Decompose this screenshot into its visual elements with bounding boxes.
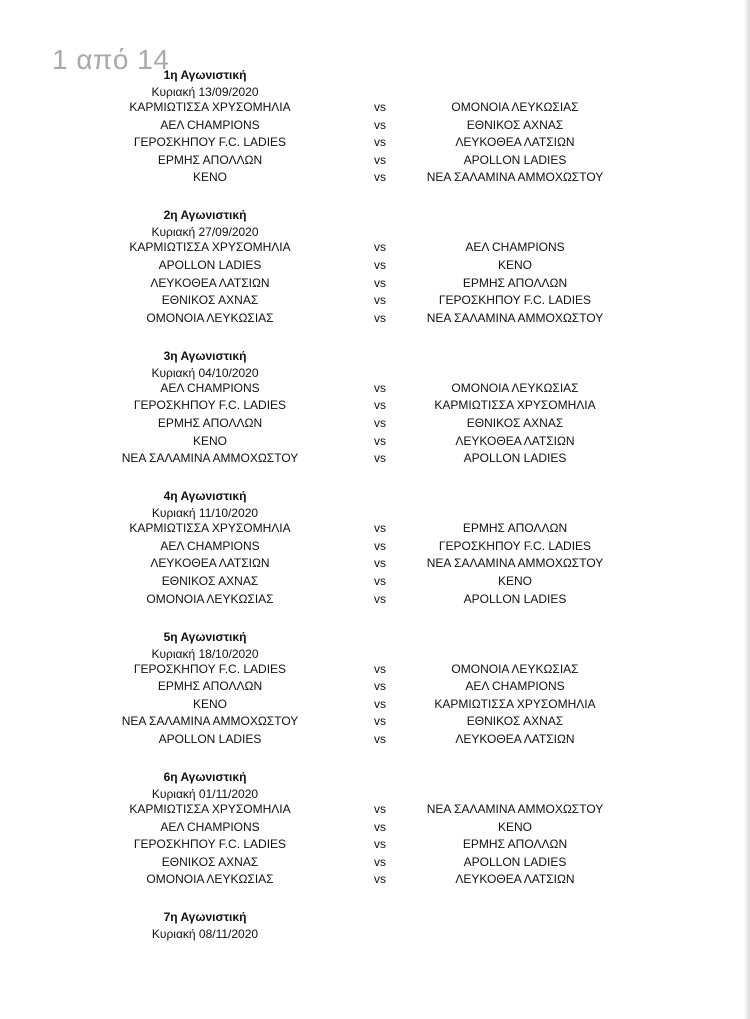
away-team: ΑΕΛ CHAMPIONS (465, 679, 565, 694)
match-row (0, 380, 750, 398)
home-team: ΟΜΟΝΟΙΑ ΛΕΥΚΩΣΙΑΣ (146, 591, 274, 606)
home-team: ΚΑΡΜΙΩΤΙΣΣΑ ΧΡΥΣΟΜΗΛΙΑ (129, 100, 291, 114)
home-team: ΛΕΥΚΟΘΕΑ ΛΑΤΣΙΩΝ (150, 275, 270, 290)
home-team: ΕΡΜΗΣ ΑΠΟΛΛΩΝ (157, 679, 263, 694)
away-team: ΚΑΡΜΙΩΤΙΣΣΑ ΧΡΥΣΟΜΗΛΙΑ (434, 696, 596, 711)
round-title: 2η Αγωνιστική (163, 208, 247, 223)
round-title: 5η Αγωνιστική (163, 629, 247, 644)
match-row (0, 169, 750, 187)
home-team: ΚΕΝΟ (192, 696, 227, 711)
home-team: ΓΕΡΟΣΚΗΠΟΥ F.C. LADIES (133, 837, 287, 852)
home-team: ΑΕΛ CHAMPIONS (160, 117, 260, 132)
match-row (0, 854, 750, 872)
round-title: 4η Αγωνιστική (163, 489, 247, 504)
home-team: ΛΕΥΚΟΘΕΑ ΛΑΤΣΙΩΝ (150, 556, 270, 571)
away-team: ΟΜΟΝΟΙΑ ΛΕΥΚΩΣΙΑΣ (451, 100, 579, 114)
vs-label: vs (374, 732, 386, 746)
home-team: ΓΕΡΟΣΚΗΠΟΥ F.C. LADIES (133, 398, 287, 413)
away-team: APOLLON LADIES (463, 152, 567, 167)
match-row (0, 591, 750, 609)
round-title: 6η Αγωνιστική (163, 770, 247, 784)
vs-label: vs (374, 117, 386, 132)
match-row (0, 871, 750, 889)
vs-label: vs (374, 433, 386, 448)
vs-label: vs (374, 275, 386, 290)
away-team: APOLLON LADIES (463, 591, 567, 606)
away-team: ΝΕΑ ΣΑΛΑΜΙΝΑ ΑΜΜΟΧΩΣΤΟΥ (426, 802, 604, 816)
home-team: ΟΜΟΝΟΙΑ ΛΕΥΚΩΣΙΑΣ (146, 310, 274, 325)
home-team: ΝΕΑ ΣΑΛΑΜΙΝΑ ΑΜΜΟΧΩΣΤΟΥ (121, 451, 299, 466)
away-team: ΑΕΛ CHAMPIONS (465, 240, 565, 255)
vs-label: vs (374, 398, 386, 413)
vs-label: vs (374, 135, 386, 150)
match-row (0, 134, 750, 152)
vs-label: vs (374, 714, 386, 729)
away-team: ΕΘΝΙΚΟΣ ΑΧΝΑΣ (466, 714, 564, 729)
vs-label: vs (374, 802, 386, 816)
round-date: Κυριακή 04/10/2020 (151, 365, 259, 380)
home-team: ΓΕΡΟΣΚΗΠΟΥ F.C. LADIES (133, 135, 287, 150)
match-row (0, 292, 750, 310)
away-team: ΕΡΜΗΣ ΑΠΟΛΛΩΝ (462, 275, 568, 290)
away-team: ΚΕΝΟ (497, 258, 532, 272)
match-row (0, 310, 750, 328)
round-title: 7η Αγωνιστική (163, 910, 247, 925)
round-date: Κυριακή 13/09/2020 (151, 85, 259, 99)
match-row (0, 801, 750, 819)
round-date: Κυριακή 18/10/2020 (151, 646, 259, 661)
home-team: ΚΕΝΟ (192, 433, 227, 448)
page-indicator: 1 από 14 (52, 44, 170, 75)
vs-label: vs (374, 661, 386, 676)
match-row (0, 275, 750, 293)
vs-label: vs (374, 451, 386, 466)
vs-label: vs (374, 574, 386, 588)
vs-label: vs (374, 100, 386, 114)
vs-label: vs (374, 872, 386, 887)
home-team: ΕΡΜΗΣ ΑΠΟΛΛΩΝ (157, 152, 263, 167)
round-date: Κυριακή 01/11/2020 (151, 787, 259, 801)
away-team: APOLLON LADIES (463, 451, 567, 466)
home-team: ΓΕΡΟΣΚΗΠΟΥ F.C. LADIES (133, 661, 287, 676)
vs-label: vs (374, 170, 386, 185)
away-team: ΝΕΑ ΣΑΛΑΜΙΝΑ ΑΜΜΟΧΩΣΤΟΥ (426, 310, 604, 325)
home-team: ΚΑΡΜΙΩΤΙΣΣΑ ΧΡΥΣΟΜΗΛΙΑ (129, 240, 291, 255)
home-team: ΑΕΛ CHAMPIONS (160, 819, 260, 834)
vs-label: vs (374, 556, 386, 571)
away-team: ΕΘΝΙΚΟΣ ΑΧΝΑΣ (466, 416, 564, 430)
home-team: ΚΑΡΜΙΩΤΙΣΣΑ ΧΡΥΣΟΜΗΛΙΑ (129, 521, 291, 536)
away-team: ΛΕΥΚΟΘΕΑ ΛΑΤΣΙΩΝ (455, 135, 575, 150)
match-row (0, 696, 750, 714)
home-team: ΕΘΝΙΚΟΣ ΑΧΝΑΣ (161, 854, 259, 869)
match-row (0, 819, 750, 837)
match-row (0, 678, 750, 696)
vs-label: vs (374, 819, 386, 834)
home-team: ΕΘΝΙΚΟΣ ΑΧΝΑΣ (161, 293, 259, 308)
match-row (0, 257, 750, 275)
away-team: ΓΕΡΟΣΚΗΠΟΥ F.C. LADIES (438, 538, 592, 553)
away-team: ΕΡΜΗΣ ΑΠΟΛΛΩΝ (462, 521, 568, 536)
away-team: APOLLON LADIES (463, 854, 567, 869)
match-row (0, 415, 750, 433)
round-title: 3η Αγωνιστική (163, 348, 247, 363)
match-row (0, 661, 750, 679)
round-date: Κυριακή 11/10/2020 (151, 506, 259, 521)
vs-label: vs (374, 258, 386, 272)
away-team: ΕΘΝΙΚΟΣ ΑΧΝΑΣ (466, 117, 564, 132)
match-row (0, 117, 750, 135)
match-row (0, 433, 750, 451)
match-row (0, 450, 750, 468)
away-team: ΛΕΥΚΟΘΕΑ ΛΑΤΣΙΩΝ (455, 433, 575, 448)
round-date: Κυριακή 08/11/2020 (151, 927, 259, 942)
round-title: 1η Αγωνιστική (163, 68, 247, 82)
vs-label: vs (374, 837, 386, 852)
vs-label: vs (374, 854, 386, 869)
home-team: ΕΘΝΙΚΟΣ ΑΧΝΑΣ (161, 574, 259, 588)
home-team: ΚΕΝΟ (192, 170, 227, 185)
home-team: ΑΕΛ CHAMPIONS (160, 538, 260, 553)
away-team: ΚΑΡΜΙΩΤΙΣΣΑ ΧΡΥΣΟΜΗΛΙΑ (434, 398, 596, 413)
round-date: Κυριακή 27/09/2020 (151, 225, 259, 240)
match-row (0, 520, 750, 538)
home-team: APOLLON LADIES (158, 258, 262, 272)
away-team: ΓΕΡΟΣΚΗΠΟΥ F.C. LADIES (438, 293, 592, 308)
vs-label: vs (374, 380, 386, 395)
match-row (0, 713, 750, 731)
away-team: ΟΜΟΝΟΙΑ ΛΕΥΚΩΣΙΑΣ (451, 380, 579, 395)
away-team: ΛΕΥΚΟΘΕΑ ΛΑΤΣΙΩΝ (455, 732, 575, 746)
match-row (0, 573, 750, 591)
match-row (0, 152, 750, 170)
away-team: ΕΡΜΗΣ ΑΠΟΛΛΩΝ (462, 837, 568, 852)
vs-label: vs (374, 538, 386, 553)
home-team: ΑΕΛ CHAMPIONS (160, 380, 260, 395)
away-team: ΟΜΟΝΟΙΑ ΛΕΥΚΩΣΙΑΣ (451, 661, 579, 676)
away-team: ΛΕΥΚΟΘΕΑ ΛΑΤΣΙΩΝ (455, 872, 575, 887)
match-row (0, 239, 750, 257)
away-team: ΚΕΝΟ (497, 574, 532, 588)
match-row (0, 555, 750, 573)
away-team: ΚΕΝΟ (497, 819, 532, 834)
vs-label: vs (374, 696, 386, 711)
vs-label: vs (374, 152, 386, 167)
vs-label: vs (374, 679, 386, 694)
match-row (0, 99, 750, 117)
vs-label: vs (374, 416, 386, 430)
away-team: ΝΕΑ ΣΑΛΑΜΙΝΑ ΑΜΜΟΧΩΣΤΟΥ (426, 556, 604, 571)
match-row (0, 397, 750, 415)
home-team: ΚΑΡΜΙΩΤΙΣΣΑ ΧΡΥΣΟΜΗΛΙΑ (129, 802, 291, 816)
vs-label: vs (374, 591, 386, 606)
home-team: ΕΡΜΗΣ ΑΠΟΛΛΩΝ (157, 416, 263, 430)
home-team: ΝΕΑ ΣΑΛΑΜΙΝΑ ΑΜΜΟΧΩΣΤΟΥ (121, 714, 299, 729)
vs-label: vs (374, 310, 386, 325)
vs-label: vs (374, 293, 386, 308)
match-row (0, 836, 750, 854)
match-row (0, 538, 750, 556)
match-row (0, 731, 750, 749)
home-team: ΟΜΟΝΟΙΑ ΛΕΥΚΩΣΙΑΣ (146, 872, 274, 887)
home-team: APOLLON LADIES (158, 732, 262, 746)
vs-label: vs (374, 521, 386, 536)
away-team: ΝΕΑ ΣΑΛΑΜΙΝΑ ΑΜΜΟΧΩΣΤΟΥ (426, 170, 604, 185)
vs-label: vs (374, 240, 386, 255)
